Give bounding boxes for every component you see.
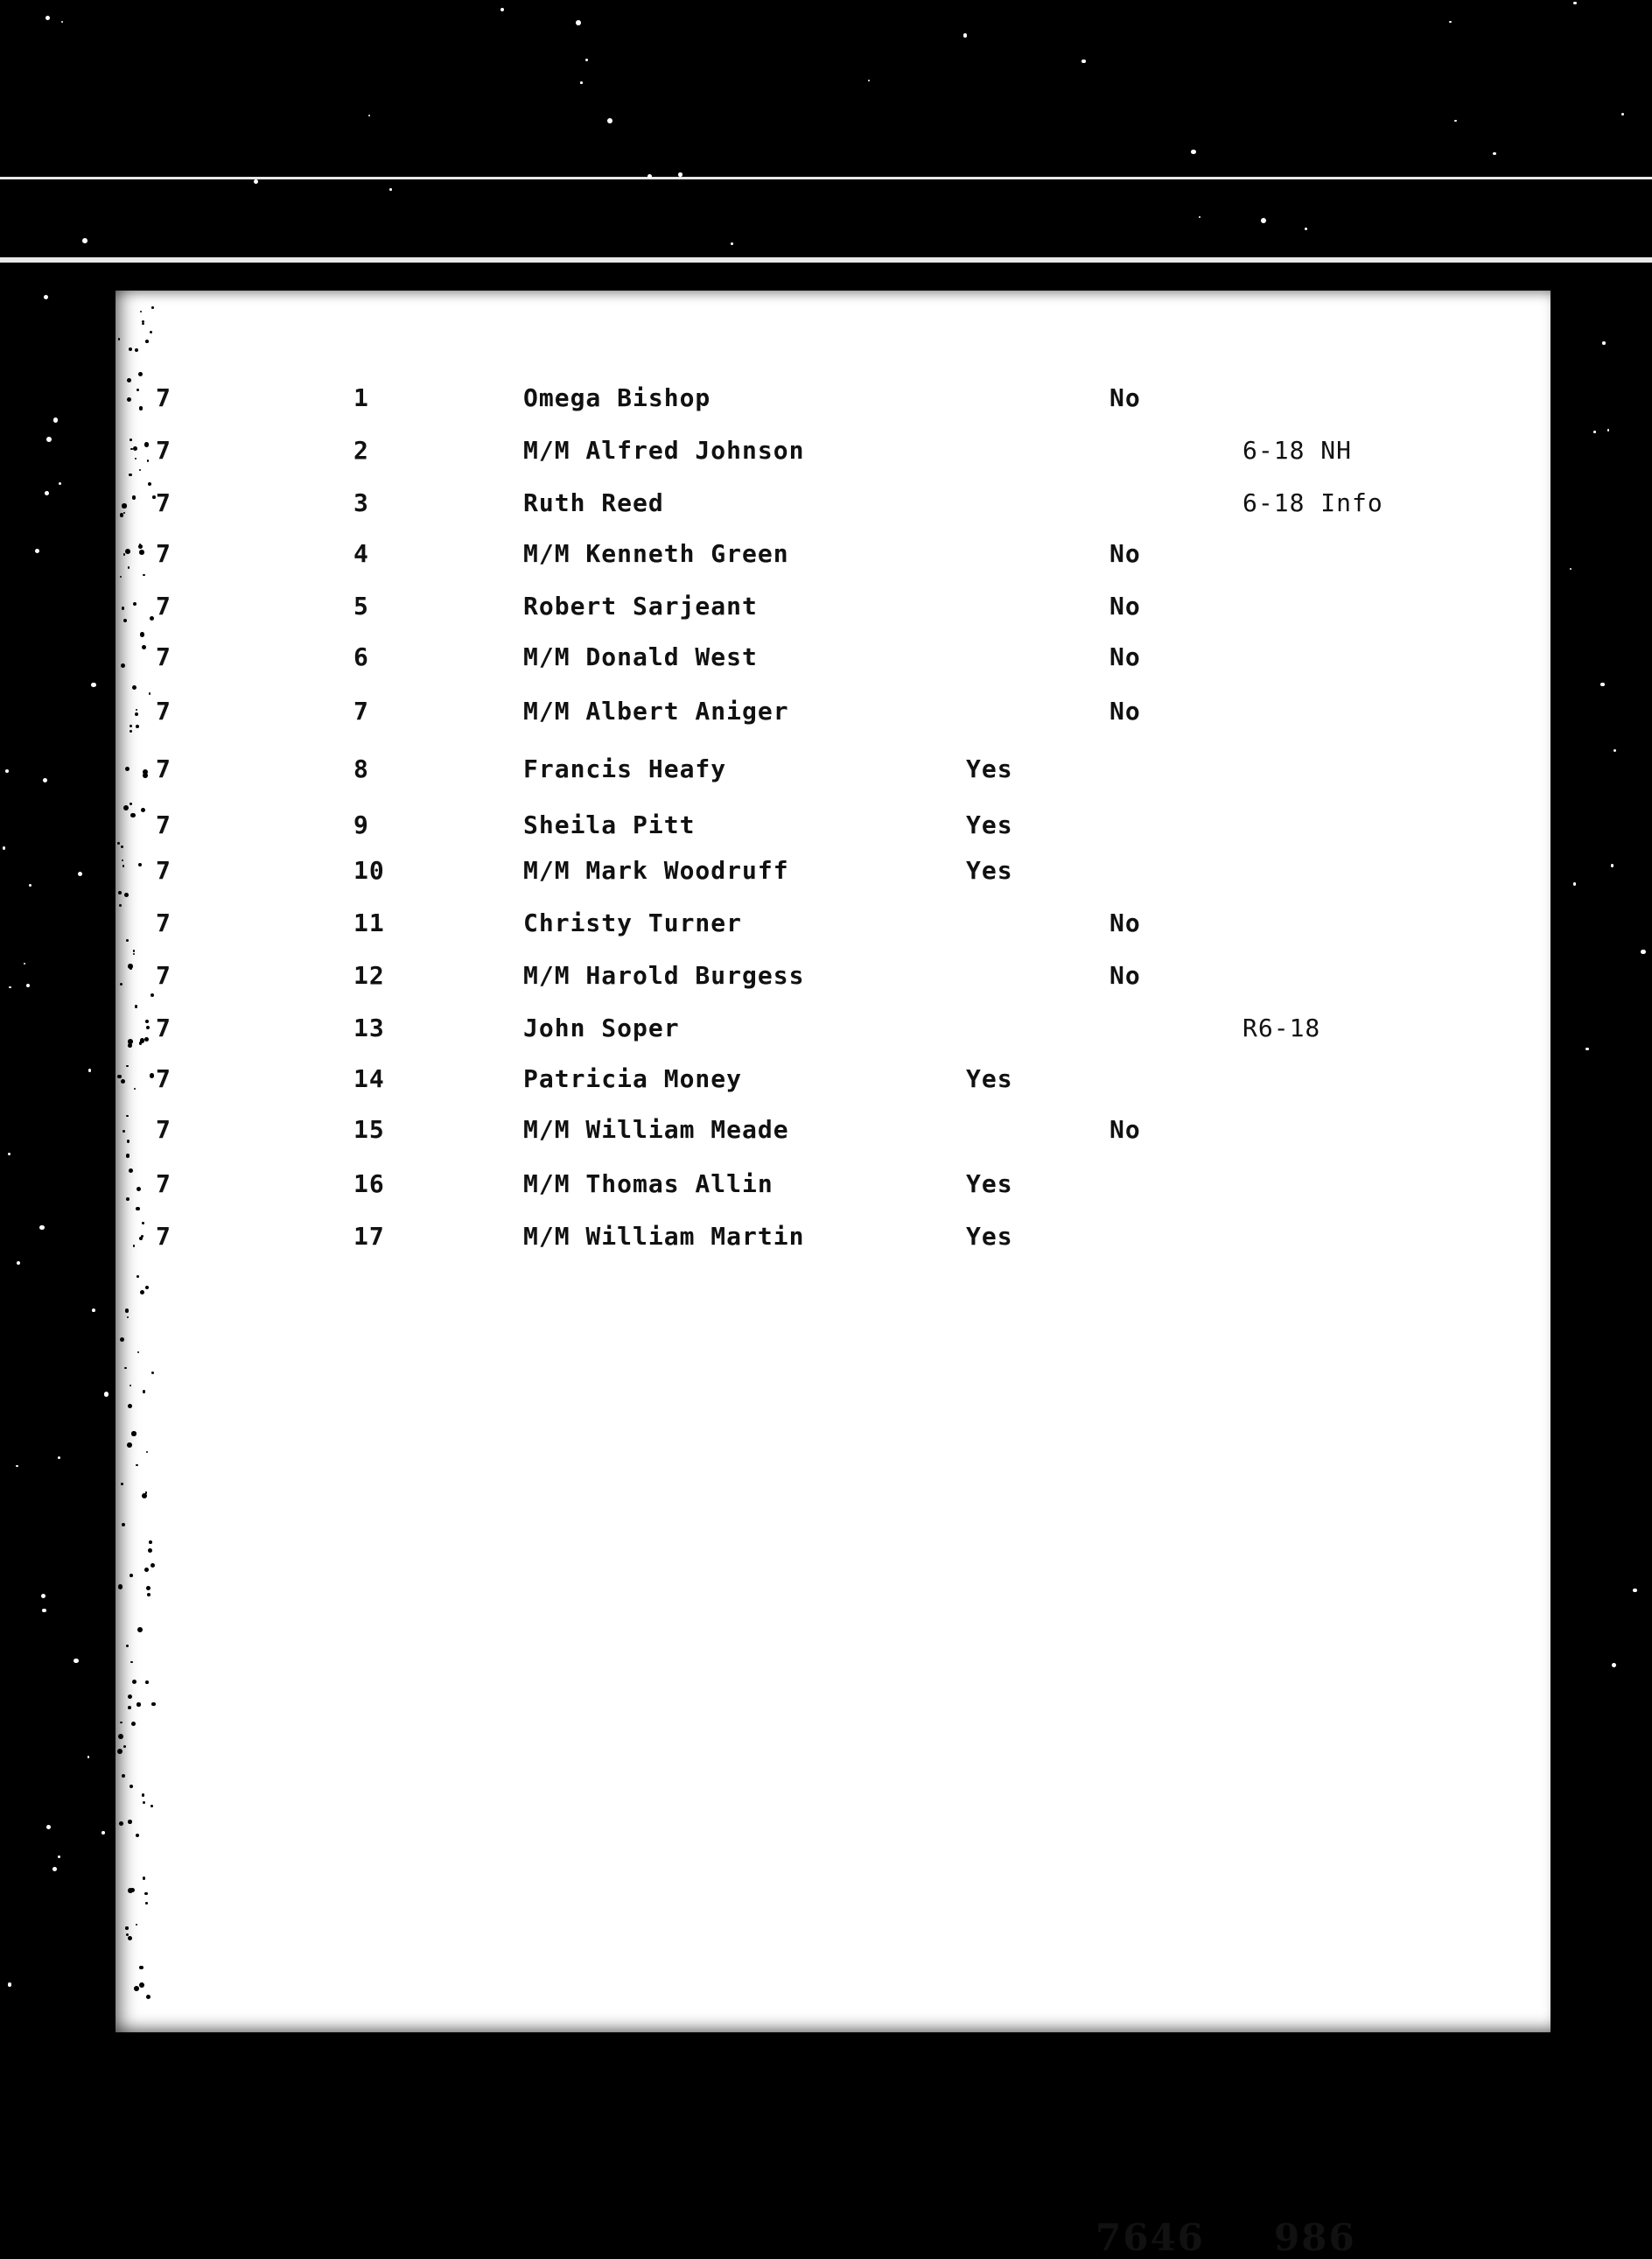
noise-speck	[42, 1609, 46, 1613]
noise-speck	[580, 81, 583, 84]
noise-speck	[144, 442, 150, 447]
noise-speck	[145, 1680, 149, 1684]
list-row	[116, 592, 1550, 627]
section-cell: 7	[156, 1064, 172, 1093]
noise-speck	[648, 174, 652, 179]
noise-speck	[131, 1722, 136, 1726]
noise-speck	[127, 1442, 132, 1448]
noise-speck	[24, 963, 25, 965]
noise-speck	[1607, 429, 1610, 431]
number-cell: 6	[354, 642, 369, 671]
section-cell: 7	[156, 383, 172, 412]
noise-speck	[141, 1235, 144, 1238]
noise-speck	[146, 1586, 150, 1590]
noise-speck	[125, 1308, 130, 1313]
number-cell: 14	[354, 1064, 385, 1093]
yes-cell: Yes	[966, 1169, 1013, 1198]
noise-speck	[128, 1694, 132, 1699]
scan-line-upper	[0, 177, 1652, 179]
noise-speck	[145, 1491, 147, 1493]
no-cell: No	[1110, 539, 1141, 568]
noise-speck	[1602, 341, 1606, 345]
noise-speck	[585, 59, 588, 61]
name-cell: M/M Kenneth Green	[523, 539, 789, 568]
noise-speck	[142, 1222, 144, 1224]
section-cell: 7	[156, 697, 172, 726]
noise-speck	[9, 986, 10, 988]
noise-speck	[129, 347, 132, 351]
name-cell: Omega Bishop	[523, 383, 711, 412]
noise-speck	[127, 378, 131, 382]
no-cell: No	[1110, 1115, 1141, 1144]
noise-speck	[132, 685, 136, 690]
noise-speck	[125, 549, 130, 554]
list-row	[116, 383, 1550, 418]
number-cell: 12	[354, 961, 385, 990]
noise-speck	[147, 1593, 150, 1596]
noise-speck	[122, 503, 126, 508]
noise-speck	[26, 984, 30, 987]
noise-speck	[128, 1039, 133, 1044]
noise-speck	[147, 460, 150, 462]
number-cell: 11	[354, 909, 385, 937]
noise-speck	[151, 1702, 155, 1706]
noise-speck	[139, 550, 144, 555]
number-cell: 17	[354, 1222, 385, 1251]
yes-cell: Yes	[966, 810, 1013, 839]
noise-speck	[150, 331, 152, 333]
noise-speck	[39, 1225, 45, 1231]
noise-speck	[138, 544, 143, 549]
section-cell: 7	[156, 1115, 172, 1144]
name-cell: M/M Thomas Allin	[523, 1169, 774, 1198]
name-cell: M/M Donald West	[523, 642, 758, 671]
noise-speck	[140, 1038, 145, 1043]
noise-speck	[151, 306, 153, 308]
number-cell: 16	[354, 1169, 385, 1198]
noise-speck	[118, 1584, 122, 1589]
noise-speck	[1612, 1663, 1616, 1667]
noise-speck	[143, 1877, 145, 1879]
noise-speck	[731, 242, 733, 245]
noise-speck	[46, 437, 52, 442]
noise-speck	[1573, 882, 1577, 886]
noise-speck	[91, 683, 95, 687]
list-row	[116, 1222, 1550, 1257]
note-cell: 6-18 Info	[1242, 488, 1383, 517]
noise-speck	[35, 549, 39, 553]
section-cell: 7	[156, 754, 172, 783]
number-cell: 5	[354, 592, 369, 621]
scan-top-band	[0, 0, 1652, 263]
number-cell: 4	[354, 539, 369, 568]
yes-cell: Yes	[966, 856, 1013, 885]
list-row	[116, 810, 1550, 845]
noise-speck	[1586, 1048, 1589, 1051]
list-row	[116, 1014, 1550, 1049]
note-cell: 6-18 NH	[1242, 436, 1353, 465]
noise-speck	[128, 1820, 132, 1824]
noise-speck	[126, 939, 129, 942]
section-cell: 7	[156, 1222, 172, 1251]
section-cell: 7	[156, 856, 172, 885]
noise-speck	[123, 619, 127, 622]
noise-speck	[125, 1926, 128, 1929]
noise-speck	[137, 1627, 143, 1632]
name-cell: M/M William Martin	[523, 1222, 805, 1251]
number-cell: 8	[354, 754, 369, 783]
noise-speck	[389, 188, 392, 191]
name-cell: Patricia Money	[523, 1064, 743, 1093]
document-page	[116, 291, 1550, 2259]
list-row	[116, 539, 1550, 574]
name-cell: John Soper	[523, 1014, 680, 1042]
noise-speck	[129, 1168, 133, 1173]
noise-speck	[74, 1659, 79, 1664]
noise-speck	[104, 1392, 108, 1396]
number-cell: 10	[354, 856, 385, 885]
noise-speck	[126, 1154, 130, 1157]
name-cell: M/M Alfred Johnson	[523, 436, 805, 465]
scan-line-lower	[0, 257, 1652, 263]
noise-speck	[1633, 1589, 1637, 1593]
list-row	[116, 436, 1550, 471]
list-row	[116, 1169, 1550, 1204]
name-cell: Sheila Pitt	[523, 810, 696, 839]
noise-speck	[1611, 864, 1614, 866]
noise-speck	[5, 769, 9, 773]
list-row	[116, 754, 1550, 789]
number-cell: 15	[354, 1115, 385, 1144]
name-cell: Robert Sarjeant	[523, 592, 758, 621]
yes-cell: Yes	[966, 1222, 1013, 1251]
noise-speck	[142, 1493, 147, 1498]
noise-speck	[144, 1037, 149, 1042]
no-cell: No	[1110, 961, 1141, 990]
number-cell: 9	[354, 810, 369, 839]
noise-speck	[130, 1785, 133, 1788]
name-cell: M/M William Meade	[523, 1115, 789, 1144]
yes-cell: Yes	[966, 1064, 1013, 1093]
noise-speck	[43, 778, 47, 782]
noise-speck	[130, 967, 132, 970]
list-row	[116, 961, 1550, 996]
number-cell: 1	[354, 383, 369, 412]
footer-page-number: 986	[1274, 2216, 1356, 2259]
noise-speck	[88, 1069, 92, 1072]
noise-speck	[143, 769, 148, 775]
name-cell: Ruth Reed	[523, 488, 664, 517]
noise-speck	[133, 1245, 135, 1246]
noise-speck	[136, 1207, 139, 1210]
no-cell: No	[1110, 592, 1141, 621]
no-cell: No	[1110, 642, 1141, 671]
noise-speck	[128, 566, 130, 569]
note-cell: R6-18	[1242, 1014, 1321, 1042]
number-cell: 3	[354, 488, 369, 517]
section-cell: 7	[156, 488, 172, 517]
name-cell: Francis Heafy	[523, 754, 727, 783]
noise-speck	[149, 1540, 152, 1544]
noise-speck	[29, 884, 32, 887]
noise-speck	[3, 846, 5, 849]
noise-speck	[132, 1680, 136, 1684]
noise-speck	[17, 1261, 20, 1265]
noise-speck	[136, 1187, 141, 1191]
list-row	[116, 1115, 1550, 1150]
noise-speck	[1593, 431, 1596, 433]
footer-document-number: 7646	[1096, 2216, 1205, 2259]
noise-speck	[151, 1372, 154, 1374]
noise-speck	[142, 323, 144, 326]
noise-speck	[133, 602, 136, 606]
noise-speck	[122, 607, 125, 610]
noise-speck	[130, 438, 132, 441]
list-row	[116, 697, 1550, 732]
noise-speck	[121, 1483, 123, 1485]
noise-speck	[132, 495, 136, 499]
section-cell: 7	[156, 436, 172, 465]
noise-speck	[131, 1431, 136, 1435]
noise-speck	[134, 1986, 139, 1991]
list-row	[116, 856, 1550, 891]
noise-speck	[44, 295, 48, 299]
noise-speck	[136, 1702, 140, 1706]
noise-speck	[136, 1275, 138, 1277]
noise-speck	[52, 1867, 57, 1871]
noise-speck	[128, 1936, 132, 1940]
noise-speck	[59, 482, 61, 485]
list-row	[116, 642, 1550, 677]
noise-speck	[146, 1451, 148, 1453]
no-cell: No	[1110, 909, 1141, 937]
noise-speck	[124, 1367, 126, 1369]
list-row	[116, 1064, 1550, 1099]
noise-speck	[78, 872, 83, 877]
name-cell: M/M Harold Burgess	[523, 961, 805, 990]
list-row	[116, 488, 1550, 523]
noise-speck	[1199, 216, 1200, 218]
noise-speck	[45, 491, 50, 496]
noise-speck	[254, 179, 258, 184]
noise-speck	[136, 709, 137, 711]
noise-speck	[1600, 683, 1605, 687]
noise-speck	[139, 544, 141, 545]
noise-speck	[8, 1982, 11, 1986]
section-cell: 7	[156, 539, 172, 568]
noise-speck	[130, 803, 131, 804]
noise-speck	[1641, 950, 1646, 955]
noise-speck	[16, 1465, 18, 1468]
noise-speck	[1570, 568, 1572, 570]
noise-speck	[138, 863, 142, 866]
noise-speck	[127, 397, 131, 402]
noise-speck	[120, 1722, 122, 1723]
section-cell: 7	[156, 961, 172, 990]
noise-speck	[152, 495, 156, 499]
number-cell: 13	[354, 1014, 385, 1042]
noise-speck	[41, 1594, 46, 1598]
noise-speck	[119, 1821, 123, 1826]
noise-speck	[130, 1574, 133, 1577]
name-cell: Christy Turner	[523, 909, 743, 937]
number-cell: 2	[354, 436, 369, 465]
noise-speck	[128, 1404, 132, 1408]
noise-speck	[500, 8, 504, 11]
section-cell: 7	[156, 642, 172, 671]
noise-speck	[46, 16, 50, 20]
section-cell: 7	[156, 1014, 172, 1042]
noise-speck	[46, 1825, 51, 1829]
noise-speck	[1261, 218, 1266, 223]
noise-speck	[102, 1831, 105, 1835]
noise-speck	[140, 632, 144, 636]
noise-speck	[53, 417, 59, 423]
noise-speck	[142, 1793, 145, 1797]
section-cell: 7	[156, 909, 172, 937]
noise-speck	[122, 859, 123, 861]
no-cell: No	[1110, 697, 1141, 726]
name-cell: M/M Albert Aniger	[523, 697, 789, 726]
noise-speck	[88, 1756, 90, 1758]
noise-speck	[150, 616, 154, 621]
yes-cell: Yes	[966, 754, 1013, 783]
section-cell: 7	[156, 1169, 172, 1198]
noise-speck	[139, 406, 144, 410]
noise-speck	[133, 950, 136, 952]
noise-speck	[576, 20, 581, 25]
noise-speck	[145, 1286, 149, 1289]
noise-speck	[148, 482, 151, 486]
noise-speck	[127, 1140, 130, 1142]
section-cell: 7	[156, 810, 172, 839]
noise-speck	[117, 1749, 122, 1754]
noise-speck	[58, 1456, 60, 1459]
section-cell: 7	[156, 592, 172, 621]
noise-speck	[144, 1568, 149, 1572]
noise-speck	[145, 340, 149, 343]
noise-speck	[130, 813, 136, 818]
name-cell: M/M Mark Woodruff	[523, 856, 789, 885]
no-cell: No	[1110, 383, 1141, 412]
noise-speck	[1614, 749, 1616, 752]
list-row	[116, 909, 1550, 944]
noise-speck	[143, 574, 145, 577]
noise-speck	[92, 1308, 95, 1312]
noise-speck	[148, 1548, 152, 1553]
noise-speck	[142, 645, 146, 649]
noise-speck	[120, 513, 124, 517]
noise-speck	[145, 1902, 148, 1905]
number-cell: 7	[354, 697, 369, 726]
noise-speck	[58, 1856, 60, 1857]
noise-speck	[8, 1153, 10, 1155]
noise-speck	[678, 172, 682, 177]
noise-speck	[135, 1005, 138, 1008]
